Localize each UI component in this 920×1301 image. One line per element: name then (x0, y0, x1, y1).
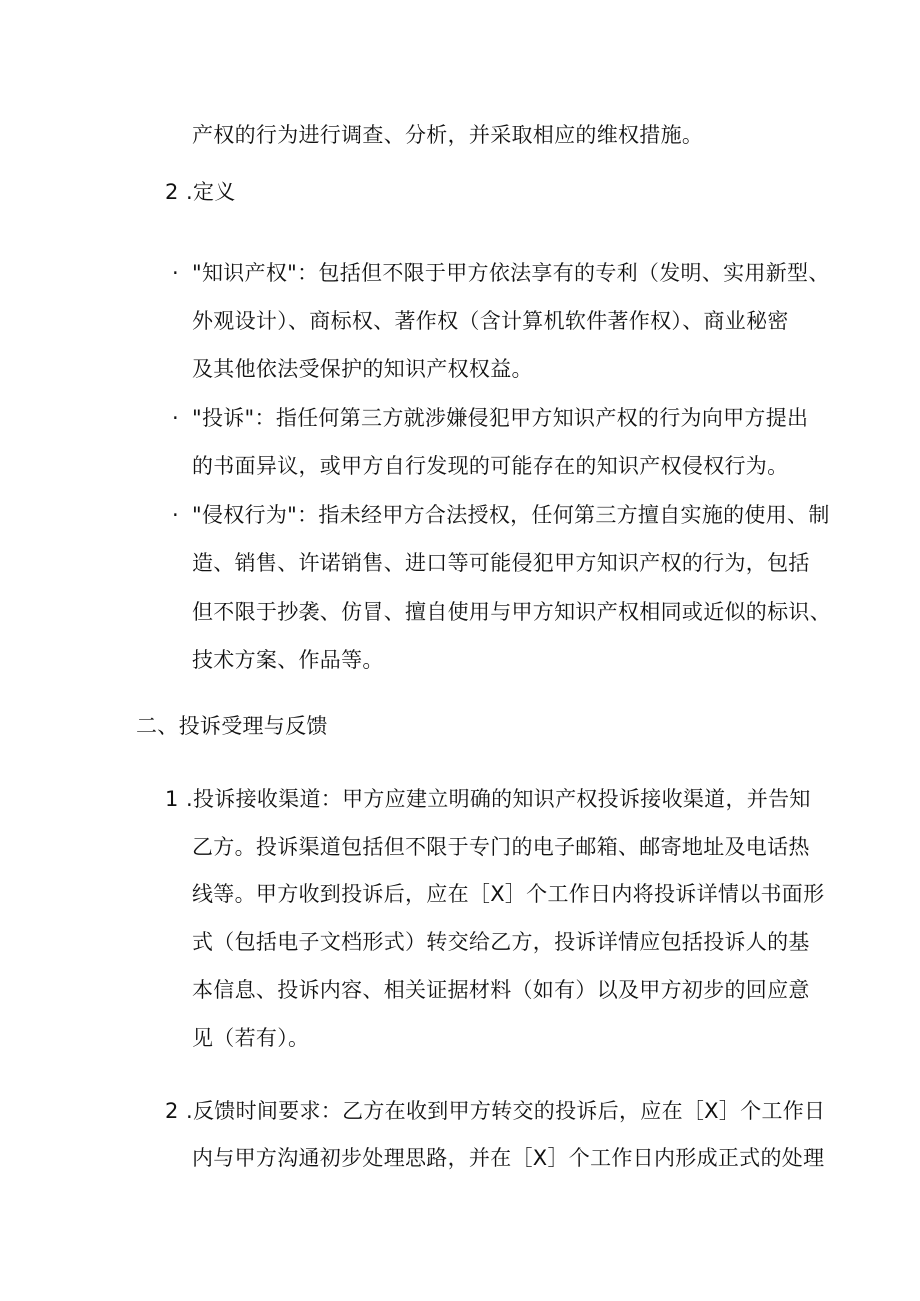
definition-ip-line-2: 外观设计）、商标权、著作权（含计算机软件著作权）、商业秘密 (192, 309, 789, 333)
item-number: 1 (165, 787, 179, 811)
definition-ip-line-3: 及其他依法受保护的知识产权权益。 (192, 357, 533, 381)
complaint-channel-line-1: .投诉接收渠道：甲方应建立明确的知识产权投诉接收渠道，并告知 (186, 787, 811, 811)
complaint-channel-line-6: 见（若有）。 (192, 1026, 310, 1050)
definition-infringement-line-1: "侵权行为"：指未经甲方合法授权，任何第三方擅自实施的使用、制 (192, 503, 830, 527)
complaint-channel-line-2: 乙方。投诉渠道包括但不限于专门的电子邮箱、邮寄地址及电话热 (192, 835, 810, 859)
definition-infringement-line-2: 造、销售、许诺销售、进口等可能侵犯甲方知识产权的行为，包括 (192, 551, 810, 575)
definition-ip-line-1: "知识产权"：包括但不限于甲方依法享有的专利（发明、实用新型、 (192, 261, 830, 285)
definition-complaint-line-2: 的书面异议，或甲方自行发现的可能存在的知识产权侵权行为。 (192, 454, 789, 478)
complaint-channel-line-4: 式（包括电子文档形式）转交给乙方，投诉详情应包括投诉人的基 (192, 930, 810, 954)
intro-text: 产权的行为进行调查、分析，并采取相应的维权措施。 (192, 123, 704, 147)
definitions-title: .定义 (186, 180, 236, 204)
definition-infringement-line-4: 技术方案、作品等。 (192, 648, 384, 672)
bullet-dot: · (172, 406, 179, 430)
bullet-dot: · (172, 261, 179, 285)
definition-complaint-line-1: "投诉"：指任何第三方就涉嫌侵犯甲方知识产权的行为向甲方提出 (192, 406, 809, 430)
definitions-number: 2 (165, 180, 179, 204)
complaint-channel-line-3: 线等。甲方收到投诉后，应在［X］个工作日内将投诉详情以书面形 (192, 882, 825, 906)
definition-infringement-line-3: 但不限于抄袭、仿冒、擅自使用与甲方知识产权相同或近似的标识、 (192, 600, 831, 624)
item-number: 2 (165, 1099, 179, 1123)
bullet-dot: · (172, 503, 179, 527)
section-heading: 二、投诉受理与反馈 (136, 714, 328, 738)
feedback-time-line-1: .反馈时间要求：乙方在收到甲方转交的投诉后，应在［X］个工作日 (186, 1099, 826, 1123)
complaint-channel-line-5: 本信息、投诉内容、相关证据材料（如有）以及甲方初步的回应意 (192, 978, 810, 1002)
feedback-time-line-2: 内与甲方沟通初步处理思路，并在［X］个工作日内形成正式的处理 (192, 1146, 825, 1170)
